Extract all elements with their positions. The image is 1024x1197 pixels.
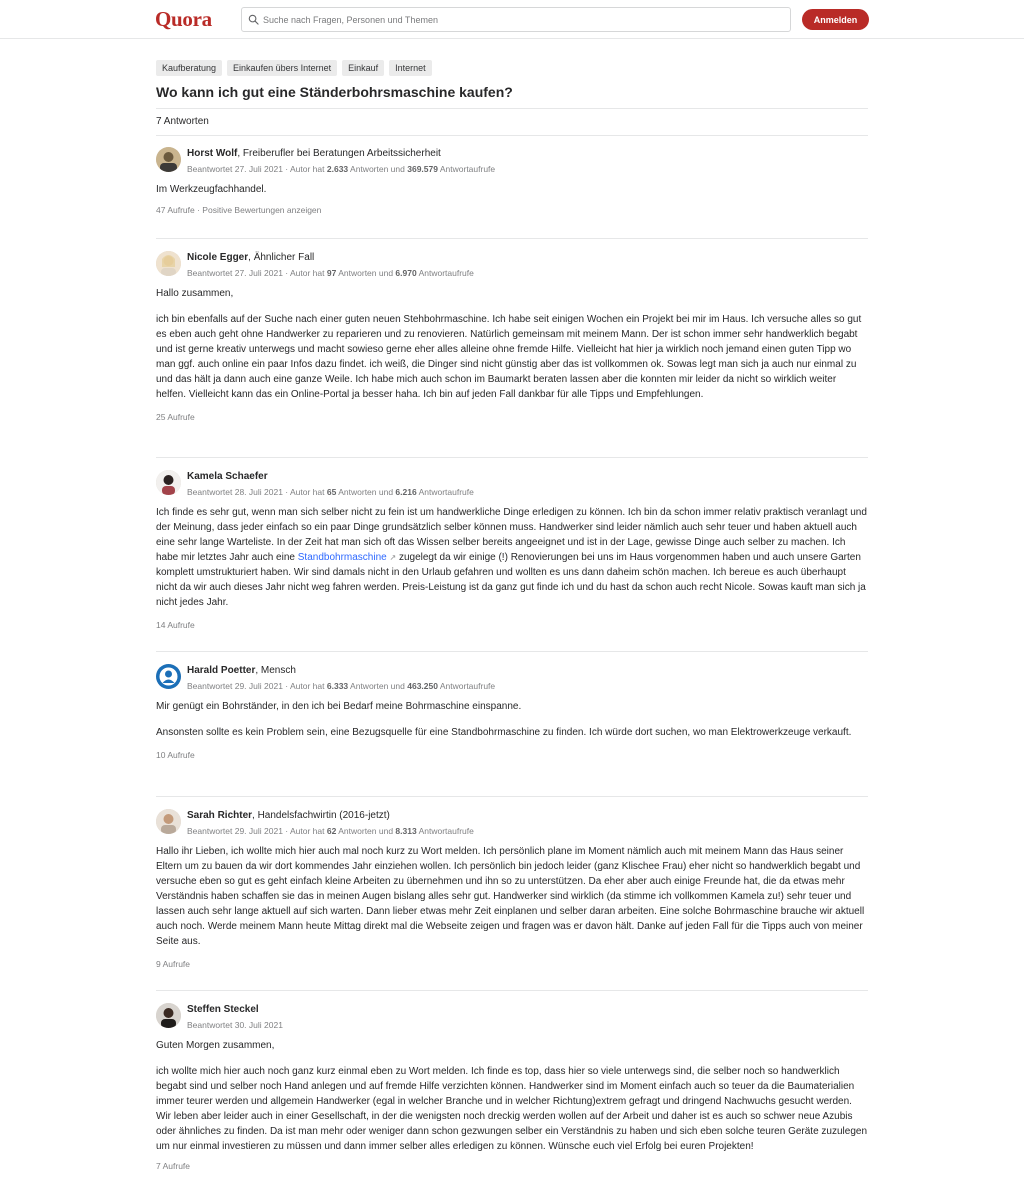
author-name[interactable]: Sarah Richter: [187, 810, 253, 821]
author-credential: , Mensch: [255, 665, 296, 676]
topic-tag[interactable]: Einkauf: [342, 60, 384, 76]
answer-header: [156, 1001, 868, 1031]
avatar[interactable]: [156, 809, 181, 834]
answer-views[interactable]: 47 Aufrufe · Positive Bewertungen anzeigen: [156, 205, 322, 215]
answer-item: [156, 807, 868, 970]
author-line: [187, 148, 441, 159]
meta-text: Antworten und: [336, 826, 396, 836]
author-view-count: 6.216: [395, 487, 417, 497]
question-section: [156, 60, 868, 136]
answer-meta: [187, 1020, 283, 1030]
search-box[interactable]: [241, 7, 791, 32]
answer-paragraph: [156, 505, 868, 610]
answer-date: Beantwortet 28. Juli 2021 · Autor hat: [187, 487, 327, 497]
meta-text: Antwortaufrufe: [437, 164, 496, 174]
author-credential: , Ähnlicher Fall: [248, 252, 315, 263]
answer-text: [156, 699, 868, 740]
avatar[interactable]: [156, 470, 181, 495]
author-view-count: 8.313: [395, 826, 417, 836]
author-name[interactable]: Horst Wolf: [187, 148, 238, 159]
author-line: [187, 810, 390, 821]
author-view-count: 6.970: [395, 268, 417, 278]
answer-meta: [187, 681, 495, 691]
answer-date: Beantwortet 29. Juli 2021 · Autor hat: [187, 681, 327, 691]
author-line: [187, 1004, 259, 1015]
meta-text: Antwortaufrufe: [437, 681, 496, 691]
answer-views[interactable]: 14 Aufrufe: [156, 620, 195, 630]
answer-text: [156, 844, 868, 949]
answer-item: [156, 1001, 868, 1172]
answer-date: Beantwortet 29. Juli 2021 · Autor hat: [187, 826, 327, 836]
author-answer-count: 6.333: [326, 681, 349, 691]
divider: [156, 135, 868, 136]
answer-divider: [156, 990, 868, 991]
topic-list: [156, 60, 868, 76]
answer-divider: [156, 238, 868, 239]
meta-text: Antwortaufrufe: [416, 487, 474, 497]
author-credential: , Handelsfachwirtin (2016-jetzt): [252, 810, 390, 821]
topic-tag[interactable]: Kaufberatung: [156, 60, 222, 76]
author-name[interactable]: Nicole Egger: [187, 252, 249, 263]
answer-views[interactable]: 7 Aufrufe: [156, 1161, 191, 1171]
answer-item: [156, 468, 868, 631]
answer-paragraph: ich bin ebenfalls auf der Suche nach einer guten neuen Stehbohrmaschine. Ich habe seit einigen Wochen ein Projekt bei mir im Haus. Ich versuche alles so gut es eben auch geht ohne Handwerker zu reparieren und zu renovieren. Natürlich gemeinsam mit meinem Mann. Der ist schon immer sehr handwerklich begabt und ist gerne kreativ unterwegs und macht sowieso gerne eher alles alleine ohne fremde Hilfe. Vielleicht hat hier ja wirklich noch jemand einen guten Tipp wo man ggf. auch online ein paar Infos dazu findet. ich weiß, die Dinger sind nicht günstig aber das ist vollkommen ok. Sowas legt man sich ja auch nur einmal zu und das hält ja dann auch eine ganze Weile. Ich habe mich auch schon im Baumarkt beraten lassen aber die konnten mir leider da nicht so wirklich weiter helfen. Vielleicht kann das ein Online-Portal ja besser haha. Ich bin auf jeden Fall dankbar für alle Tipps und Empfehlungen.: [156, 314, 862, 400]
answer-header: [156, 468, 868, 498]
author-name[interactable]: Steffen Steckel: [187, 1004, 259, 1015]
avatar-icon: [156, 147, 181, 172]
answer-divider: [156, 651, 868, 652]
external-link-icon: ↗: [389, 553, 397, 562]
top-header: [0, 0, 1024, 39]
avatar[interactable]: [156, 251, 181, 276]
answer-text: [156, 286, 868, 402]
answer-text-segment: Ich finde es sehr gut, wenn man sich selber nicht zu fein ist um handwerkliche Dinge erledigen zu können. Ich bin da schon immer relativ praktisch veranlagt und der Meinung, dass jeder einfach so ein paar Dinge grundsätzlich selber können muss. Handwerker sind leider nämlich auch sehr teuer und haben aktuell auch eine sehr lange Warteliste. In der Zeit hat man sich oft das Wissen selber bereits angeeignet und ist in der Lage, gewisse Dinge auch selber zu machen. Ich habe mir letztes Jahr auch eine: [156, 507, 867, 563]
answer-paragraph: ich wollte mich hier auch noch ganz kurz einmal eben zu Wort melden. Ich finde es top, dass hier so viele unterwegs sind, die selber noch so handwerklich begabt sind und selber noch Hand anlegen und auf fremde Hilfe verzichten können. Handwerker sind im Moment einfach auch so teuer da die Baumaterialien immer teurer werden und allgemein Handwerker (egal in welcher Branche und in welcher Richtung)extrem gefragt und dringend Nachwuchs gesucht werden. Wir leben aber leider auch in einer Gesellschaft, in der die wenigsten noch dreckig werden wollen auf der Arbeit und daher ist es auch so schwer neue Azubis oder ähnliches zu finden. Da ist man mehr oder weniger dann schon gezwungen selber ein Verständnis zu haben und sich eben solche teuren Geräte zuzulegen um nur einmal investieren zu müssen und dann immer selber alles erledigen zu können. Wünsche euch viel Erfolg bei euren Projekten!: [156, 1066, 868, 1152]
avatar-icon: [156, 809, 181, 834]
author-answer-count: 97: [326, 268, 337, 278]
answer-header: [156, 807, 868, 837]
author-view-count: 463.250: [407, 681, 438, 691]
answer-text: [156, 505, 868, 610]
search-icon: [248, 14, 259, 25]
login-button[interactable]: Anmelden: [802, 9, 869, 30]
avatar-icon: [156, 470, 181, 495]
answer-meta: [187, 826, 474, 836]
avatar[interactable]: [156, 664, 181, 689]
answer-count: 7 Antworten: [156, 116, 209, 127]
answer-paragraph: Im Werkzeugfachhandel.: [156, 184, 267, 195]
author-name[interactable]: Kamela Schaefer: [187, 471, 268, 482]
answer-date: Beantwortet 27. Juli 2021 · Autor hat: [187, 164, 327, 174]
answer-date: Beantwortet 30. Juli 2021: [187, 1020, 283, 1030]
meta-text: Antworten und: [336, 487, 396, 497]
author-credential: , Freiberufler bei Beratungen Arbeitssicherheit: [237, 148, 441, 159]
answer-paragraph: Guten Morgen zusammen,: [156, 1040, 275, 1051]
author-answer-count: 2.633: [326, 164, 349, 174]
answer-paragraph: Hallo zusammen,: [156, 288, 234, 299]
search-input[interactable]: [263, 15, 763, 25]
answer-header: [156, 145, 868, 175]
author-name[interactable]: Harald Poetter: [187, 665, 256, 676]
meta-text: Antwortaufrufe: [416, 268, 474, 278]
author-answer-count: 65: [326, 487, 337, 497]
avatar-icon: [156, 1003, 181, 1028]
answer-header: [156, 249, 868, 279]
quora-logo[interactable]: Quora: [155, 7, 212, 31]
author-line: [187, 252, 314, 263]
author-view-count: 369.579: [407, 164, 438, 174]
avatar-icon: [156, 251, 181, 276]
meta-text: Antworten und: [348, 681, 408, 691]
author-line: [187, 665, 296, 676]
answer-header: [156, 662, 868, 692]
topic-tag[interactable]: Einkaufen übers Internet: [227, 60, 337, 76]
answer-views[interactable]: 9 Aufrufe: [156, 959, 191, 969]
answer-paragraph: Hallo ihr Lieben, ich wollte mich hier auch mal noch kurz zu Wort melden. Ich persönlich plane im Moment nämlich auch mit meinem Mann das Haus seiner Eltern um zu bauen da wir dort kommendes Jahr einziehen wollen. Ich persönlich bin jedoch leider (ganz Klischee Frau) eher nicht so handwerklich begabt und versuche eben so gut es geht einfach kleine Arbeiten zu übernehmen und ihn so zu unterstützen. Da eher aber auch einige Freunde hat, die da etwas mehr Verständnis haben schaffen sie das in meinen Augen bislang alles sehr gut. Handwerker sind wirklich (da stimme ich vollkommen Kamela zu!) sehr teuer und lassen auch sehr lange aktuell auf sich warten. Dann lieber etwas mehr Zeit einplanen und selber daran arbeiten. Eine solche Bohrmaschine brauche wir aktuell auch noch. Werde meinem Mann heute Mittag direkt mal die Webseite zeigen und fragen was er davon hält. Danke auf jeden Fall für die Tipps auch von meiner Seite aus.: [156, 846, 865, 947]
answer-text: [156, 1038, 868, 1154]
answer-date: Beantwortet 27. Juli 2021 · Autor hat: [187, 268, 327, 278]
answer-text-segment: zugelegt da wir einige (!) Renovierungen bei uns im Haus vorgenommen haben und auch unsere Garten komplett umstrukturiert haben. Wir sind damals nicht in den Urlaub gefahren und wollten es uns dann daheim schön machen. Ich bereue es auch überhaupt nicht da wir auch dieses Jahr nicht weg fahren werden. Preis-Leistung ist da ganz gut finde ich und du hast da schon auch recht Nicole. Sowas kauft man sich ja nicht jedes Jahr.: [156, 552, 866, 608]
answer-meta: [187, 164, 495, 174]
author-answer-count: 62: [326, 826, 337, 836]
meta-text: Antworten und: [348, 164, 408, 174]
author-line: [187, 471, 268, 482]
answer-views[interactable]: 25 Aufrufe: [156, 412, 195, 422]
answer-paragraph: Mir genügt ein Bohrständer, in den ich bei Bedarf meine Bohrmaschine einspanne.: [156, 701, 522, 712]
answer-meta: [187, 268, 474, 278]
answer-divider: [156, 457, 868, 458]
answer-item: [156, 249, 868, 423]
avatar-icon: [156, 664, 181, 689]
answer-item: [156, 145, 868, 216]
avatar[interactable]: [156, 1003, 181, 1028]
answer-divider: [156, 796, 868, 797]
answer-paragraph: Ansonsten sollte es kein Problem sein, eine Bezugsquelle für eine Standbohrmaschine zu finden. Ich würde dort suchen, wo man Elektrowerkzeuge verkauft.: [156, 727, 852, 738]
avatar[interactable]: [156, 147, 181, 172]
topic-tag[interactable]: Internet: [389, 60, 432, 76]
answer-item: [156, 662, 868, 761]
product-link[interactable]: Standbohrmaschine: [297, 552, 387, 563]
answer-views[interactable]: 10 Aufrufe: [156, 750, 195, 760]
meta-text: Antworten und: [336, 268, 396, 278]
question-title[interactable]: Wo kann ich gut eine Ständerbohrsmaschine kaufen?: [156, 84, 513, 100]
answer-meta: [187, 487, 474, 497]
answer-text: [156, 182, 868, 197]
meta-text: Antwortaufrufe: [416, 826, 474, 836]
